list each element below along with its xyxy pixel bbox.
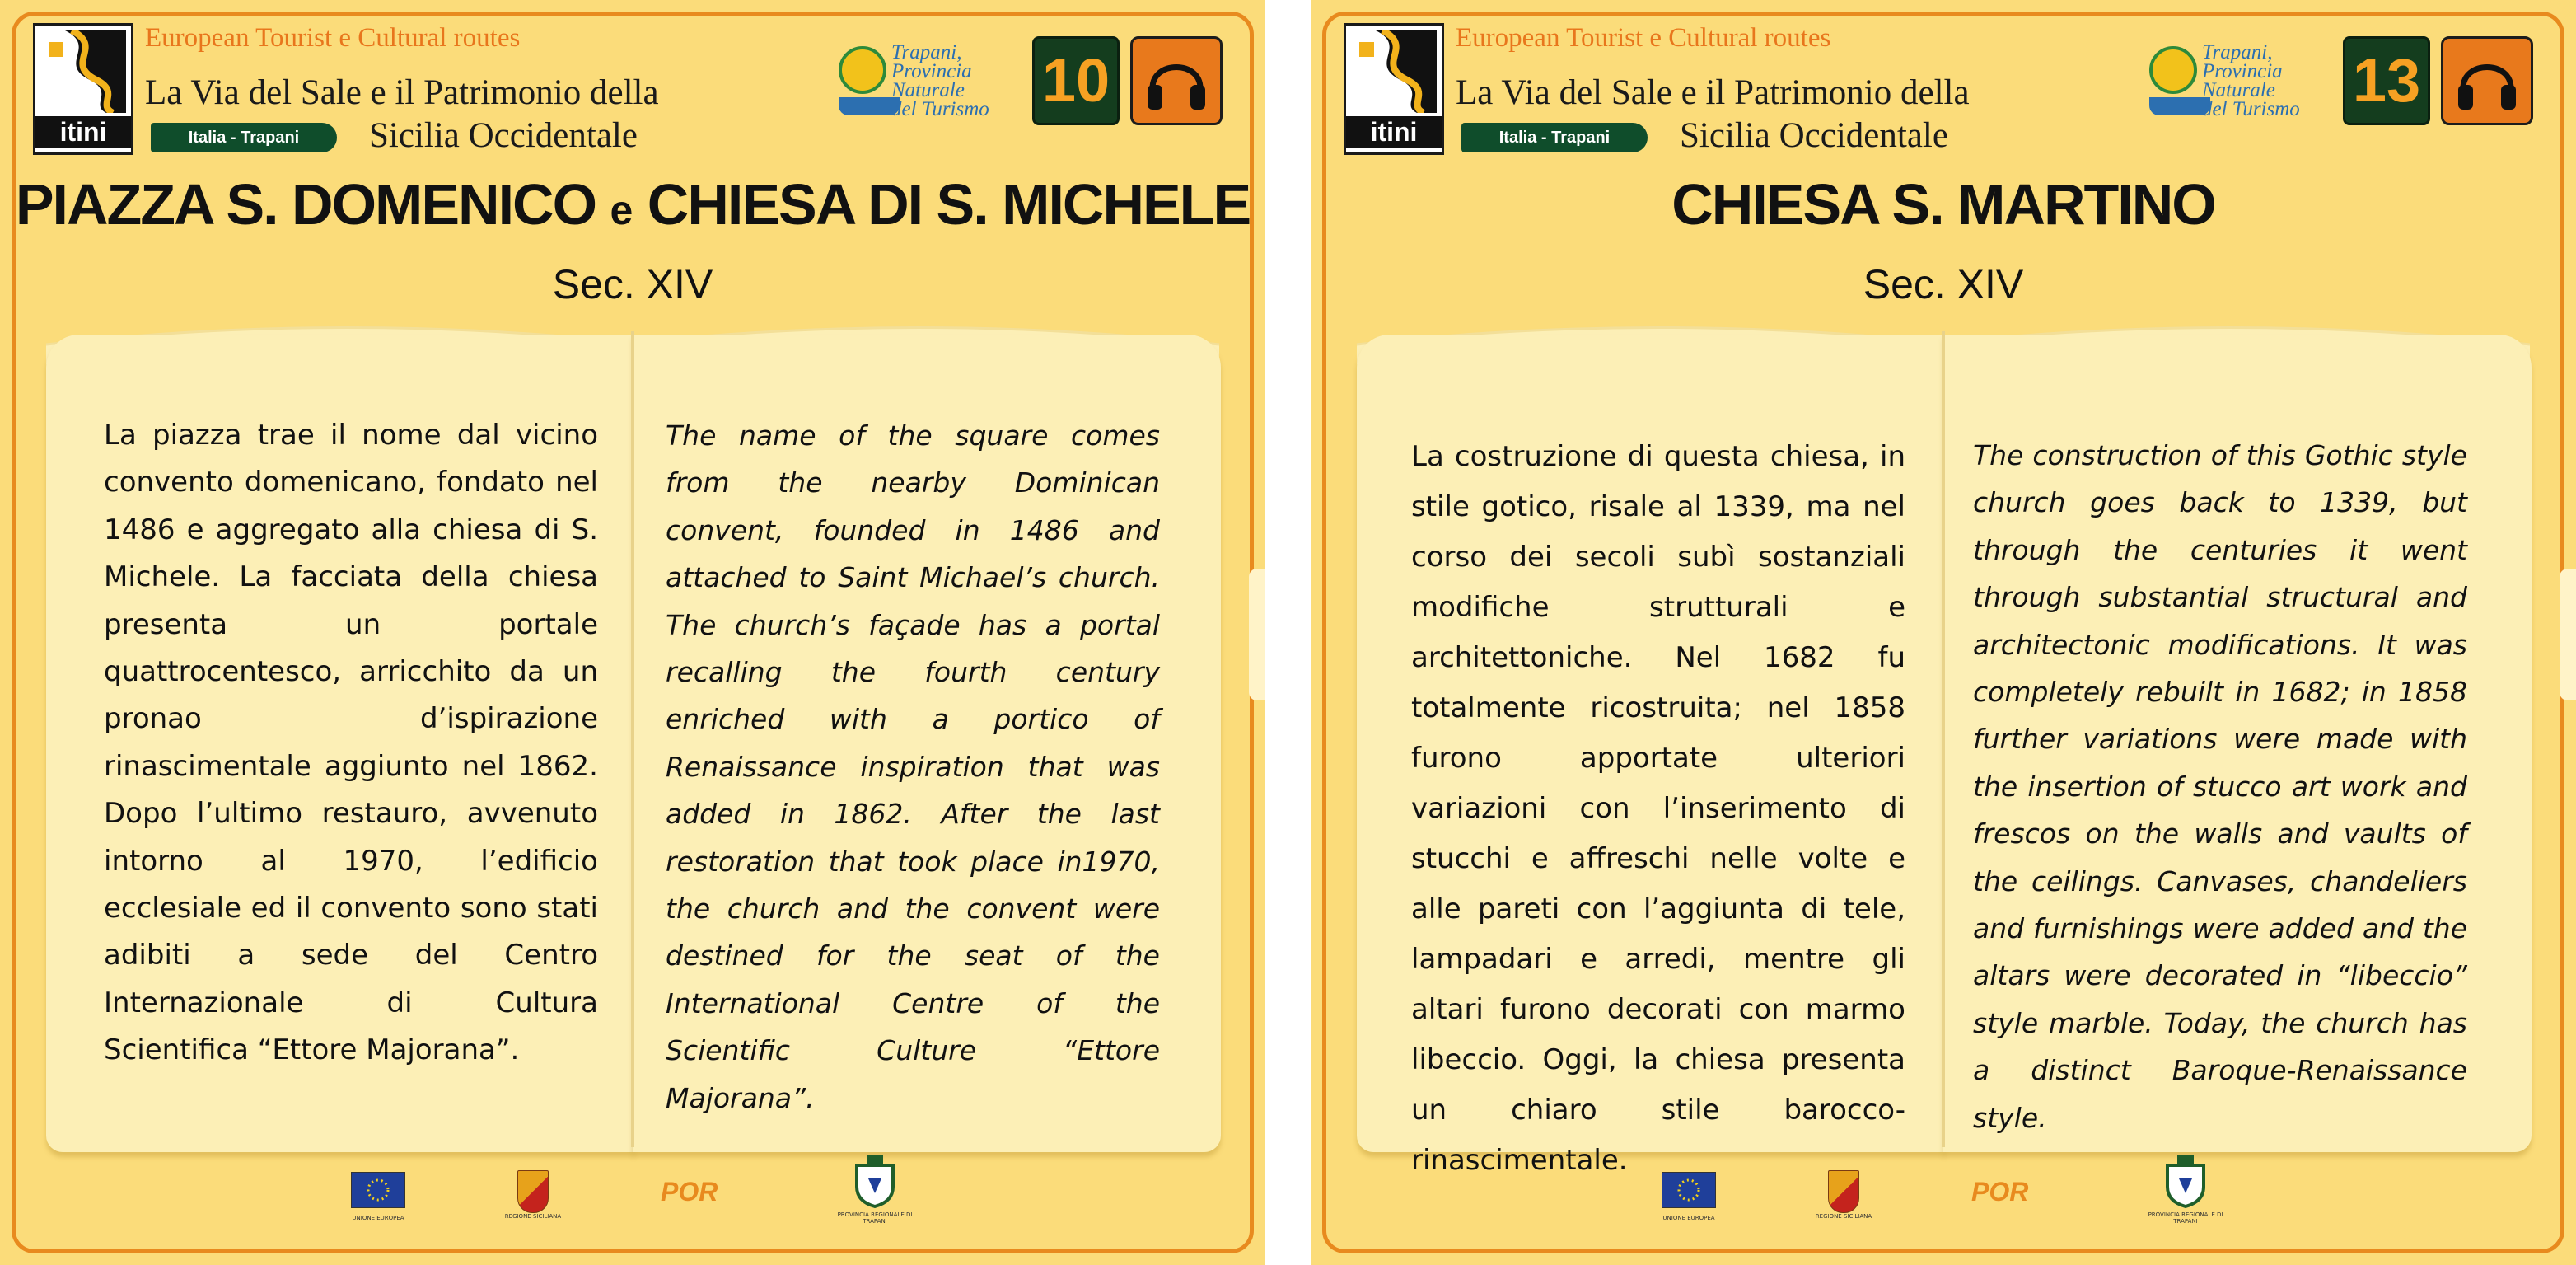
- stop-number: 10: [1032, 36, 1120, 125]
- itini-road-icon: [1351, 30, 1437, 113]
- stop-number: 13: [2343, 36, 2430, 125]
- page-title: CHIESA S. MARTINO: [1671, 172, 2215, 237]
- book-gutter: [631, 331, 634, 1147]
- century-label: Sec. XIV: [1863, 261, 2024, 307]
- route-title-line1: La Via del Sale e il Patrimonio della: [145, 73, 659, 112]
- audio-guide-button[interactable]: [2441, 36, 2533, 125]
- side-tab: [2560, 569, 2576, 700]
- century-label: Sec. XIV: [552, 261, 713, 307]
- description-italian: La piazza trae il nome dal vicino convento domenicano, fondato nel 1486 e aggregato alla chiesa di S. Michele. La facciata della chiesa presenta un portale quattrocentesco, arricchito da un pronao d’ispirazione rinascimentale aggiunto nel 1862. Dopo l’ultimo restauro, avvenuto intorno al 1970, l’edificio ecclesiale ed il convento sono stati adibiti a sede del Centro Internazionale di Cultura Scientifica “Ettore Majorana”.: [104, 419, 598, 1067]
- itini-wordmark: itini: [35, 116, 131, 148]
- audio-guide-button[interactable]: [1130, 36, 1223, 125]
- sicily-region-logo: REGIONE SICILIANA: [1828, 1170, 1859, 1213]
- province-logo: PROVINCIA REGIONALE DI TRAPANI: [850, 1154, 900, 1212]
- headphones-icon: [1144, 49, 1209, 115]
- eu-flag-icon: [351, 1172, 405, 1208]
- sun-icon: [2149, 46, 2197, 94]
- location-badge: Italia - Trapani: [151, 123, 337, 152]
- description-english: The construction of this Gothic style church goes back to 1339, but through the centuries it went through substantial structural and architectonic modifications. It was completely rebuilt in 1682; in 1858 further variations were made with the insertion of stucco art work and frescos on the walls and vaults of the ceilings. Canvases, chandeliers and furnishings were added and the altars were decorated in “libeccio” style marble. Today, the church has a distinct Baroque-Renaissance style.: [1973, 439, 2467, 1134]
- sign-panel-10: [0, 0, 1265, 1265]
- trapani-provincia-logo: Trapani, Provincia Naturale del Turismo: [2149, 43, 2306, 125]
- sea-icon: [839, 97, 900, 115]
- description-italian: La costruzione di questa chiesa, in stile gotico, risale al 1339, ma nel corso dei secoli subì sostanziali modifiche strutturali e architettoniche. Nel 1682 fu totalmente ricostruita; nel 1858 furono apportate ulteriori variazioni con l’inserimento di stucchi e affreschi nelle volte e alle pareti con l’aggiunta di tele, lampadari e arredi, mentre gli altari furono decorati con marmo libeccio. Oggi, la chiesa presenta un chiaro stile barocco-rinascimentale.: [1411, 440, 1905, 1177]
- sicily-region-logo: REGIONE SICILIANA: [517, 1170, 549, 1213]
- trinacria-icon: [1828, 1170, 1859, 1213]
- eu-logo: UNIONE EUROPEA: [351, 1172, 405, 1208]
- province-logo: PROVINCIA REGIONALE DI TRAPANI: [2161, 1154, 2210, 1212]
- eu-flag-icon: [1662, 1172, 1716, 1208]
- page-title: PIAZZA S. DOMENICO e CHIESA DI S. MICHELE: [15, 172, 1251, 237]
- open-book: [43, 315, 1223, 1159]
- book-gutter: [1942, 331, 1945, 1147]
- sun-icon: [839, 46, 886, 94]
- crest-icon: [2161, 1154, 2210, 1208]
- description-english: The name of the square comes from the nearby Dominican convent, founded in 1486 and attached to Saint Michael’s church. The church’s façade has a portal recalling the fourth century enriched with a portico of Renaissance inspiration that was added in 1862. After the last restoration that took place in1970, the church and the convent were destined for the seat of the International Centre of the Scientific Culture “Ettore Majorana”.: [666, 419, 1160, 1114]
- por-logo: POR: [661, 1177, 718, 1206]
- route-title-line2: Sicilia Occidentale: [369, 116, 638, 155]
- itini-logo: [33, 23, 133, 155]
- tagline: European Tourist e Cultural routes: [145, 23, 521, 53]
- location-badge: Italia - Trapani: [1461, 123, 1648, 152]
- itini-wordmark: itini: [1346, 116, 1442, 148]
- headphones-icon: [2455, 49, 2519, 115]
- trapani-provincia-logo: Trapani, Provincia Naturale del Turismo: [839, 43, 995, 125]
- por-logo: POR: [1971, 1177, 2029, 1206]
- trinacria-icon: [517, 1170, 549, 1213]
- route-title-line2: Sicilia Occidentale: [1680, 116, 1948, 155]
- side-tab: [1249, 569, 1265, 700]
- sea-icon: [2149, 97, 2210, 115]
- eu-logo: UNIONE EUROPEA: [1662, 1172, 1716, 1208]
- itini-road-icon: [40, 30, 126, 113]
- open-book: [1353, 315, 2533, 1177]
- crest-icon: [850, 1154, 900, 1208]
- route-title-line1: La Via del Sale e il Patrimonio della: [1456, 73, 1970, 112]
- tagline: European Tourist e Cultural routes: [1456, 23, 1831, 53]
- sign-panel-13: [1311, 0, 2576, 1265]
- itini-logo: [1344, 23, 1444, 155]
